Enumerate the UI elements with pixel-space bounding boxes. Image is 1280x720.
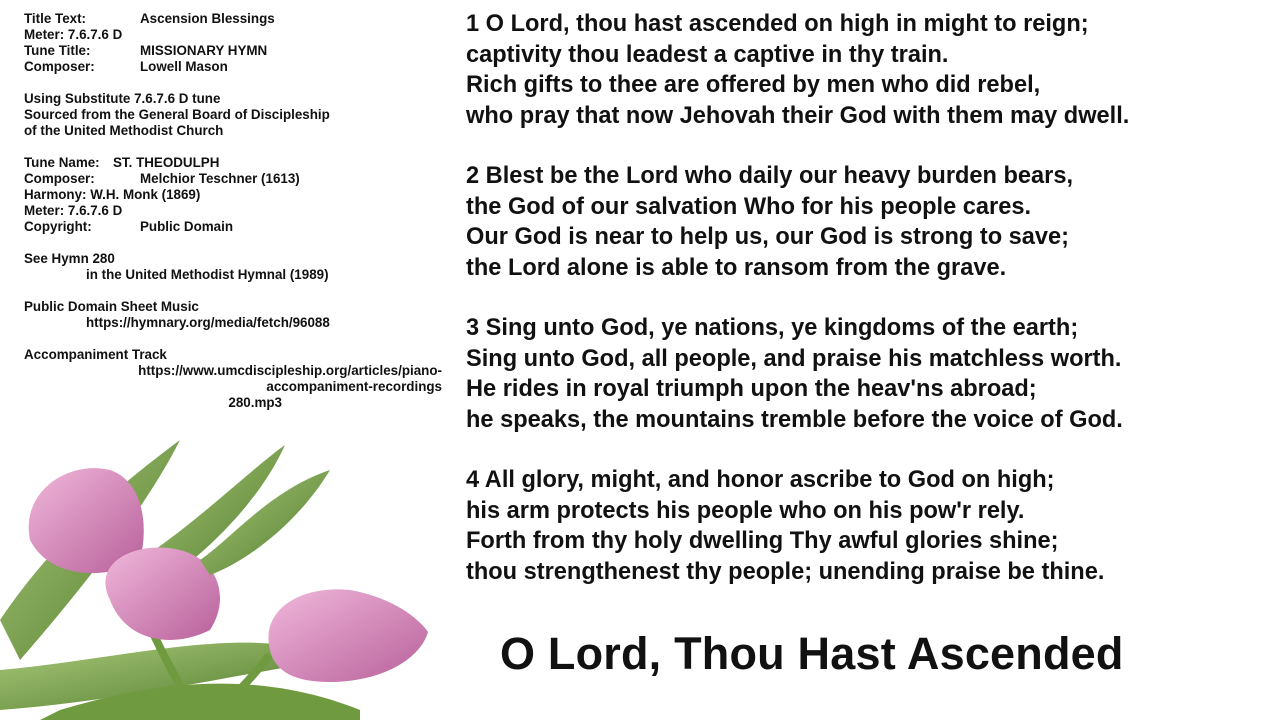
tulip-illustration bbox=[0, 410, 440, 720]
accompaniment-link-line: 280.mp3 bbox=[228, 395, 282, 410]
substitute-block bbox=[24, 91, 454, 139]
hymn-title: O Lord, Thou Hast Ascended bbox=[500, 628, 1124, 679]
lyric-line: He rides in royal triumph upon the heav'ns abroad; bbox=[466, 376, 1037, 402]
tune-title-label: Tune Title: bbox=[24, 43, 91, 58]
composer2-value: Melchior Teschner (1613) bbox=[140, 171, 300, 186]
title-text-row bbox=[24, 11, 454, 27]
verse-2 bbox=[466, 161, 1266, 283]
tune-name-row bbox=[24, 155, 454, 171]
sheet-music-block bbox=[24, 299, 454, 331]
sheet-music-label: Public Domain Sheet Music bbox=[24, 299, 199, 314]
see-hymn-line: See Hymn 280 bbox=[24, 251, 115, 266]
tune-name-value: ST. THEODULPH bbox=[113, 155, 220, 170]
composer-value: Lowell Mason bbox=[140, 59, 228, 74]
verse-1 bbox=[466, 9, 1266, 131]
lyric-line: he speaks, the mountains tremble before the voice of God. bbox=[466, 406, 1123, 433]
composer2-row bbox=[24, 171, 454, 187]
title-text-label: Title Text: bbox=[24, 11, 87, 26]
lyric-line: 4 All glory, might, and honor ascribe to God on high; bbox=[466, 467, 1055, 493]
see-hymn-line: in the United Methodist Hymnal (1989) bbox=[86, 267, 329, 282]
hymn-info-panel bbox=[24, 11, 454, 427]
copyright-value: Public Domain bbox=[140, 219, 234, 234]
accompaniment-block bbox=[24, 347, 454, 411]
meter-row: Meter: 7.6.7.6 D bbox=[24, 27, 123, 42]
lyric-line: Sing unto God, all people, and praise his matchless worth. bbox=[466, 345, 1122, 372]
lyric-line: Forth from thy holy dwelling Thy awful glories shine; bbox=[466, 528, 1059, 554]
copyright-row bbox=[24, 219, 454, 235]
accompaniment-link[interactable] bbox=[24, 363, 442, 411]
lyric-line: the God of our salvation Who for his people cares. bbox=[466, 193, 1032, 220]
lyric-line: 3 Sing unto God, ye nations, ye kingdoms of the earth; bbox=[466, 315, 1079, 341]
verse-4 bbox=[466, 465, 1266, 587]
accompaniment-link-line: https://www.umcdiscipleship.org/articles/piano- bbox=[138, 363, 442, 378]
see-hymn-block bbox=[24, 251, 454, 283]
substitute-tune-block bbox=[24, 155, 454, 235]
composer-label: Composer: bbox=[24, 59, 95, 74]
lyric-line: captivity thou leadest a captive in thy train. bbox=[466, 41, 949, 68]
accompaniment-label: Accompaniment Track bbox=[24, 347, 167, 362]
lyric-line: Rich gifts to thee are offered by men who did rebel, bbox=[466, 72, 1041, 98]
lyric-line: who pray that now Jehovah their God with them may dwell. bbox=[466, 102, 1130, 129]
tune-title-value: MISSIONARY HYMN bbox=[140, 43, 268, 58]
sheet-music-link[interactable]: https://hymnary.org/media/fetch/96088 bbox=[86, 315, 330, 330]
verse-3 bbox=[466, 313, 1266, 435]
composer-row bbox=[24, 59, 454, 75]
lyric-line: 2 Blest be the Lord who daily our heavy burden bears, bbox=[466, 163, 1074, 189]
lyric-line: thou strengthenest thy people; unending praise be thine. bbox=[466, 558, 1105, 585]
hymn-lyrics bbox=[466, 9, 1266, 617]
title-text-value: Ascension Blessings bbox=[140, 11, 275, 26]
substitute-line: Sourced from the General Board of Discipleship bbox=[24, 107, 330, 122]
lyric-line: the Lord alone is able to ransom from the grave. bbox=[466, 254, 1007, 281]
substitute-line: Using Substitute 7.6.7.6 D tune bbox=[24, 91, 221, 106]
substitute-line: of the United Methodist Church bbox=[24, 123, 224, 138]
lyric-line: 1 O Lord, thou hast ascended on high in might to reign; bbox=[466, 11, 1089, 37]
copyright-label: Copyright: bbox=[24, 219, 92, 234]
meter2-row: Meter: 7.6.7.6 D bbox=[24, 203, 123, 218]
tune-name-label: Tune Name: bbox=[24, 155, 100, 170]
tulip-petal bbox=[268, 589, 428, 682]
lyric-line: Our God is near to help us, our God is strong to save; bbox=[466, 224, 1070, 250]
tune-info-block bbox=[24, 11, 454, 75]
harmony-row: Harmony: W.H. Monk (1869) bbox=[24, 187, 201, 202]
accompaniment-link-line: accompaniment-recordings bbox=[266, 379, 442, 394]
tune-title-row bbox=[24, 43, 454, 59]
composer2-label: Composer: bbox=[24, 171, 95, 186]
lyric-line: his arm protects his people who on his pow'r rely. bbox=[466, 497, 1025, 524]
